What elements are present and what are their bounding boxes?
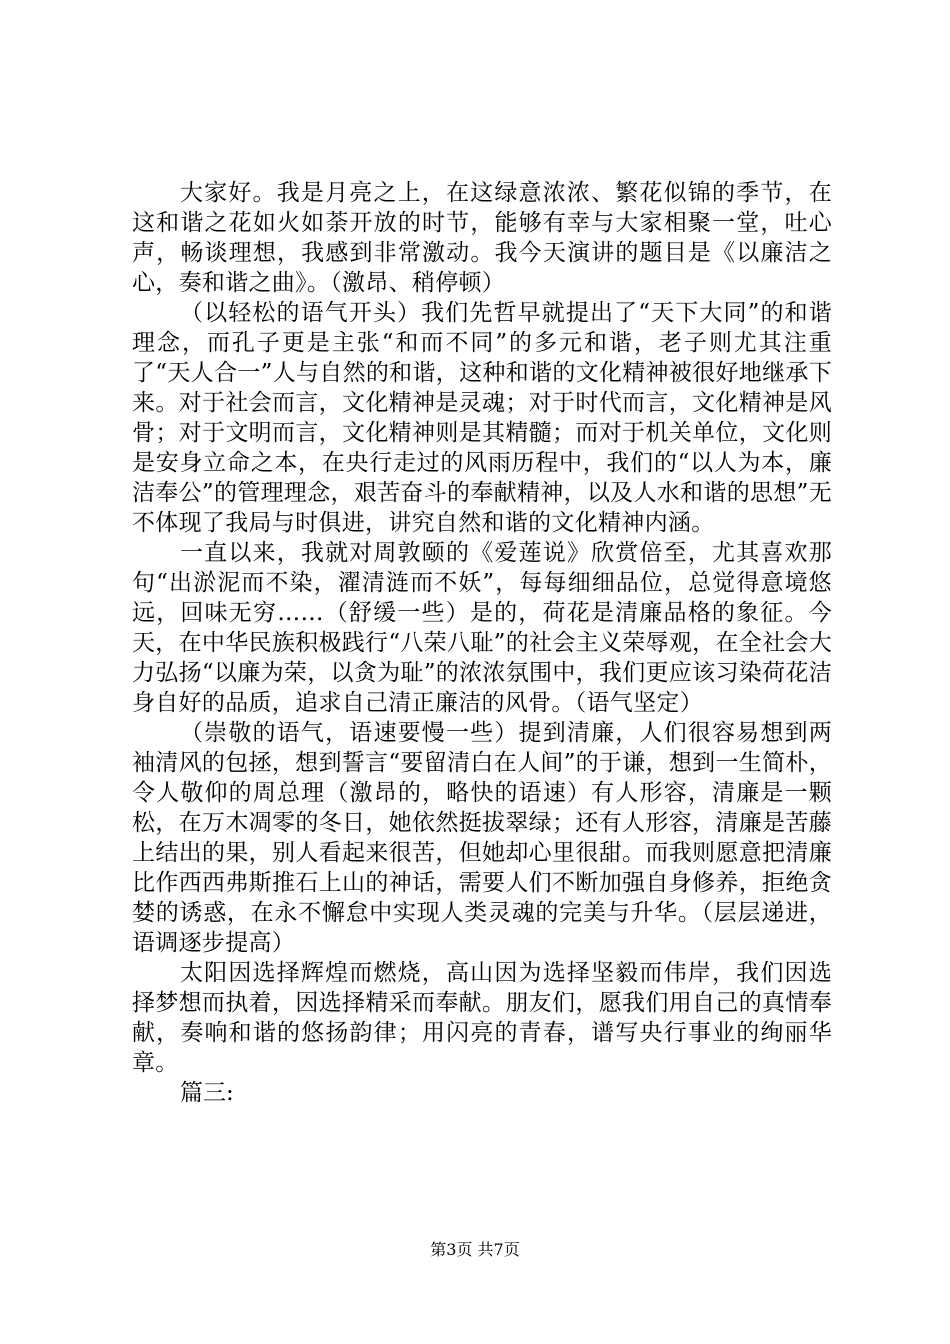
document-body: [132, 178, 832, 1108]
page-number-footer: 第3页 共7页: [430, 1240, 520, 1259]
section-heading: 篇三:: [180, 1080, 234, 1106]
paragraph-harmony-culture: （以轻松的语气开头）我们先哲早就提出了“天下大同”的和谐理念，而孔子更是主张“和而不同”的多元和谐，老子则尤其注重了“天人合一”人与自然的和谐，这种和谐的文化精神被很好地继承下来。对于社会而言，文化精神是灵魂；对于时代而言，文化精神是风骨；对于文明而言，文化精神则是其精髓；而对于机关单位，文化则是安身立命之本，在央行走过的风雨历程中，我们的“以人为本，廉洁奉公”的管理理念，艰苦奋斗的奉献精神，以及人水和谐的思想”无不体现了我局与时俱进，讲究自然和谐的文化精神内涵。: [132, 300, 832, 536]
paragraph-integrity: （崇敬的语气，语速要慢一些）提到清廉，人们很容易想到两袖清风的包拯，想到誓言“要留清白在人间”的于谦，想到一生简朴，令人敬仰的周总理（激昂的，略快的语速）有人形容，清廉是一颗松，在万木凋零的冬日，她依然挺拔翠绿；还有人形容，清廉是苦藤上结出的果，别人看起来很苦，但她却心里很甜。而我则愿意把清廉比作西西弗斯推石上山的神话，需要人们不断加强自身修养，拒绝贪婪的诱惑，在永不懈怠中实现人类灵魂的完美与升华。（层层递进，语调逐步提高）: [132, 720, 832, 956]
paragraph-closing: 太阳因选择辉煌而燃烧，高山因为选择坚毅而伟岸，我们因选择梦想而执着，因选择精采而奉献。朋友们，愿我们用自己的真情奉献，奏响和谐的悠扬韵律；用闪亮的青春，谱写央行事业的绚丽华章。: [132, 960, 832, 1076]
paragraph-lotus: 一直以来，我就对周敦颐的《爱莲说》欣赏倍至，尤其喜欢那句“出淤泥而不染，濯清涟而不妖”，每每细细品位，总觉得意境悠远，回味无穷……（舒缓一些）是的，荷花是清廉品格的象征。今天，在中华民族积极践行“八荣八耻”的社会主义荣辱观，在全社会大力弘扬“以廉为荣，以贪为耻”的浓浓氛围中，我们更应该习染荷花洁身自好的品质，追求自己清正廉洁的风骨。（语气坚定）: [132, 540, 832, 716]
paragraph-greeting: 大家好。我是月亮之上，在这绿意浓浓、繁花似锦的季节，在这和谐之花如火如荼开放的时节，能够有幸与大家相聚一堂，吐心声，畅谈理想，我感到非常激动。我今天演讲的题目是《以廉洁之心，奏和谐之曲》。（激昂、稍停顿）: [132, 180, 832, 296]
